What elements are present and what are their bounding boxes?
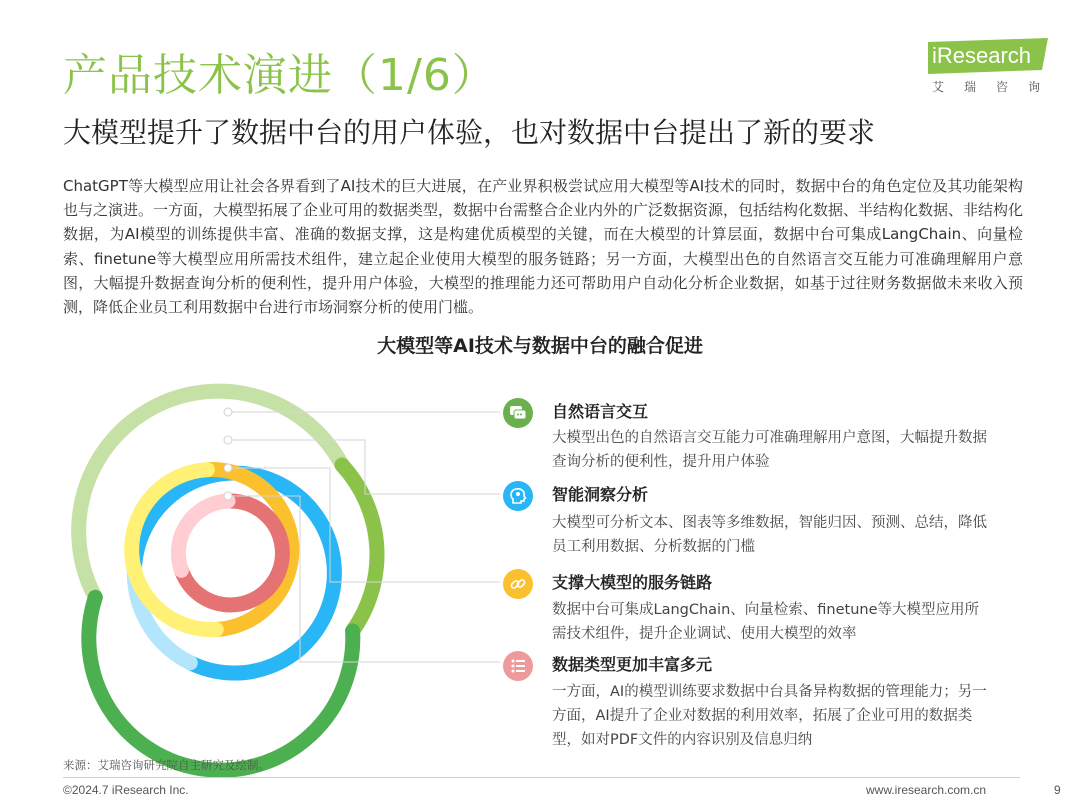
logo-brand-text: iResearch <box>932 43 1032 68</box>
item-desc-service-chain: 数据中台可集成LangChain、向量检索、finetune等大模型应用所需技术组件，提升企业调试、使用大模型的效率 <box>552 602 980 642</box>
copyright-text: ©2024.7 iResearch Inc. <box>63 783 189 797</box>
item-desc-data-types: 一方面，AI的模型训练要求数据中台具备异构数据的管理能力；另一方面，AI提升了企业对数据的利用效率，拓展了企业可用的数据类型，如对PDF文件的内容识别及信息归纳 <box>552 684 987 748</box>
source-note: 来源：艾瑞咨询研究院自主研究及绘制。 <box>63 758 270 772</box>
connector-dot-4 <box>224 492 232 500</box>
footer-divider <box>63 777 1020 778</box>
intro-paragraph: ChatGPT等大模型应用让社会各界看到了AI技术的巨大进展，在产业界积极尝试应用大模型等AI技术的同时，数据中台的角色定位及其功能架构也与之演进。一方面，大模型拓展了企业可用的数据类型，数据中台需整合企业内外的广泛数据资源，包括结构化数据、半结构化数据、非结构化数据，为AI模型的训练提供丰富、准确的数据支撑，这是构建优质模型的关键，而在大模型的计算层面，数据中台可集成LangChain、向量检索、finetune等大模型应用所需技术组件，建立起企业使用大模型的服务链路；另一方面，大模型出色的自然语言交互能力可准确理解用户意图，大幅提升数据查询分析的便利性，提升用户体验，大模型的推理能力还可帮助用户自动化分析企业数据，如基于过往财务数据做未来收入预测，降低企业员工利用数据中台进行市场洞察分析的使用门槛。 <box>63 177 1024 317</box>
concentric-rings-diagram <box>0 360 560 780</box>
connector-dot-1 <box>224 408 232 416</box>
ring-red-light <box>178 501 228 570</box>
page-number: 9 <box>1054 783 1061 797</box>
item-desc-insight-analysis: 大模型可分析文本、图表等多维数据，智能归因、预测、总结，降低员工利用数据、分析数据的门槛 <box>552 515 987 555</box>
connector-dot-2 <box>224 436 232 444</box>
data-list-icon <box>503 651 533 681</box>
website-link[interactable]: www.iresearch.com.cn <box>866 783 987 797</box>
logo-tagline: 艾瑞咨询 <box>932 80 1061 94</box>
chat-bubbles-icon <box>503 398 533 428</box>
iresearch-logo <box>928 38 1061 96</box>
item-title-insight-analysis: 智能洞察分析 <box>552 485 649 504</box>
connector-dot-3 <box>224 464 232 472</box>
item-title-service-chain: 支撑大模型的服务链路 <box>552 573 713 592</box>
diagram-title: 大模型等AI技术与数据中台的融合促进 <box>377 335 703 357</box>
ai-head-icon <box>503 481 533 511</box>
item-title-data-types: 数据类型更加丰富多元 <box>552 655 713 674</box>
item-title-natural-language: 自然语言交互 <box>552 402 649 421</box>
page-subtitle: 大模型提升了数据中台的用户体验，也对数据中台提出了新的要求 <box>63 116 876 149</box>
item-desc-natural-language: 大模型出色的自然语言交互能力可准确理解用户意图，大幅提升数据查询分析的便利性，提升用户体验 <box>552 430 987 470</box>
page-title: 产品技术演进（1/6） <box>63 50 497 101</box>
ring-green <box>342 465 377 631</box>
chain-link-icon <box>503 569 533 599</box>
